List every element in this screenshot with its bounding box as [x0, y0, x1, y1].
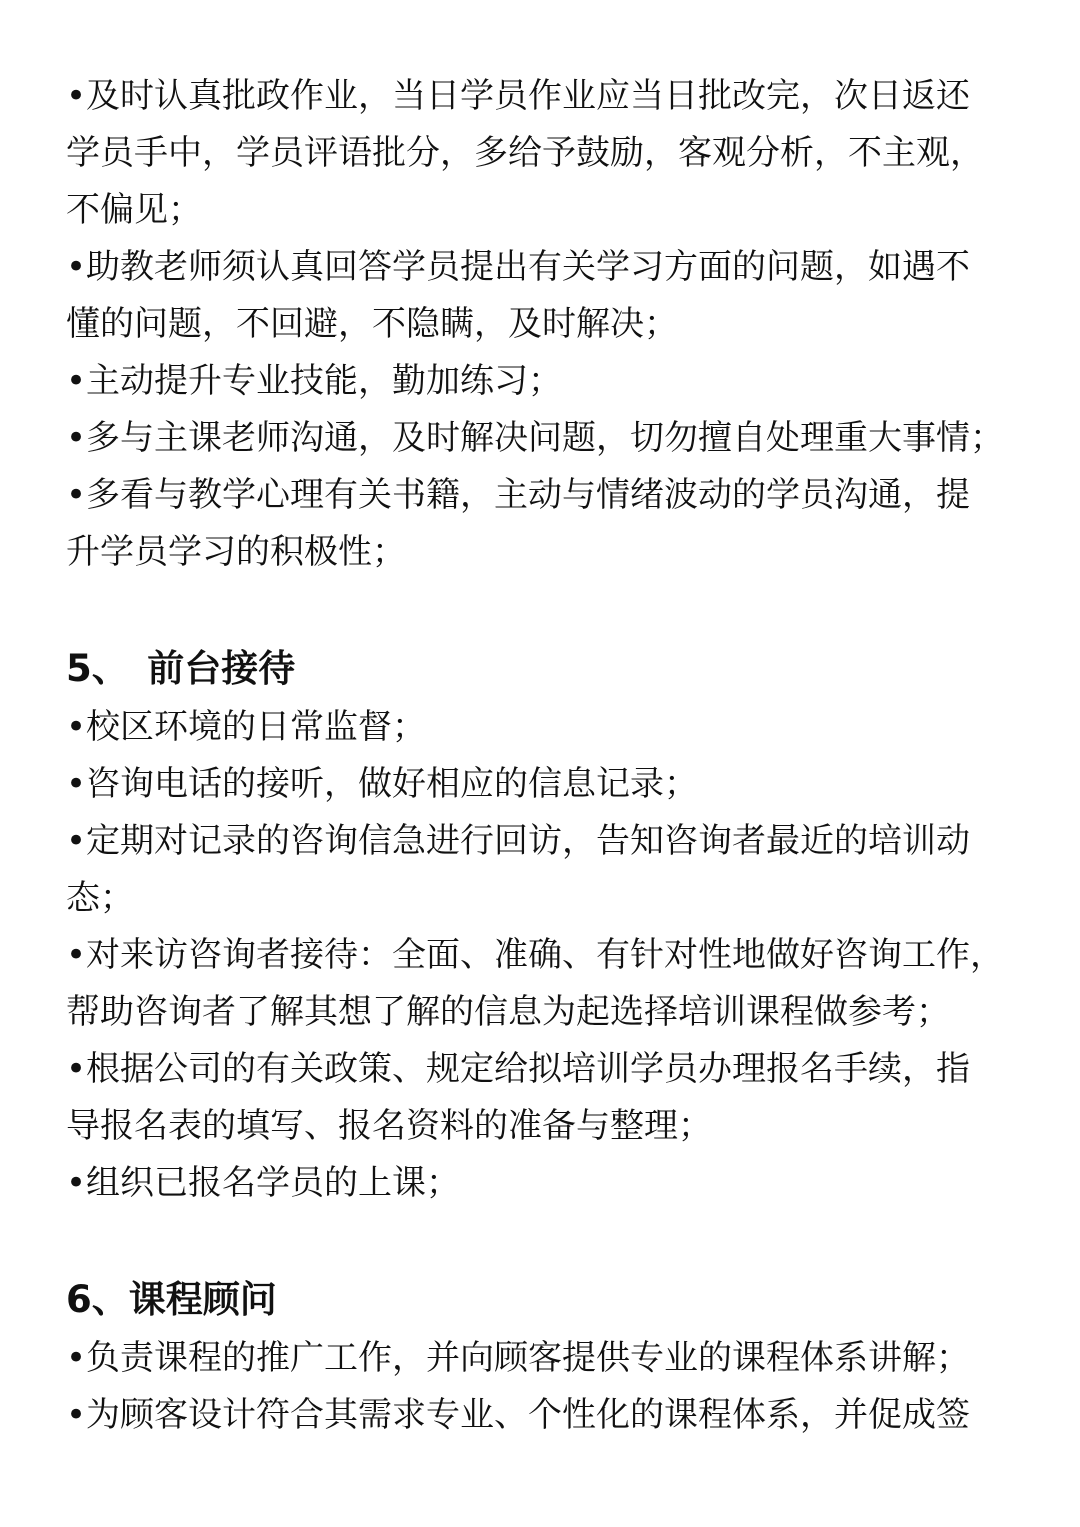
- text-line: •及时认真批政作业，当日学员作业应当日批改完，次日返还: [66, 76, 971, 116]
- text-line: 学员手中，学员评语批分，多给予鼓励，客观分析，不主观，: [66, 133, 984, 173]
- text-line: 升学员学习的积极性；: [66, 532, 406, 572]
- text-line: 懂的问题，不回避，不隐瞒，及时解决；: [66, 304, 678, 344]
- text-line: •校区环境的日常监督；: [66, 707, 427, 747]
- section-course-consultant: [66, 1270, 1020, 1444]
- text-line: •主动提升专业技能，勤加练习；: [66, 361, 563, 401]
- section-front-desk: [66, 639, 1020, 1212]
- text-line: •根据公司的有关政策、规定给拟培训学员办理报名手续，指: [66, 1049, 971, 1089]
- section-heading-course-consultant: 6、课程顾问: [66, 1278, 277, 1321]
- text-line: •定期对记录的咨询信急进行回访，告知咨询者最近的培训动: [66, 821, 971, 861]
- text-line: •组织已报名学员的上课；: [66, 1163, 461, 1203]
- text-line: 导报名表的填写、报名资料的准备与整理；: [66, 1106, 712, 1146]
- text-line: •咨询电话的接听，做好相应的信息记录；: [66, 764, 699, 804]
- text-line: •助教老师须认真回答学员提出有关学习方面的问题，如遇不: [66, 247, 971, 287]
- text-line: 帮助咨询者了解其想了解的信息为起选择培训课程做参考；: [66, 992, 950, 1032]
- text-line: •多看与教学心理有关书籍，主动与情绪波动的学员沟通，提: [66, 475, 971, 515]
- section-teaching-duties: [66, 68, 1020, 581]
- section-heading-front-desk: 5、 前台接待: [66, 647, 296, 690]
- text-line: 不偏见；: [66, 190, 202, 230]
- text-line: •负责课程的推广工作，并向顾客提供专业的课程体系讲解；: [66, 1338, 971, 1378]
- text-line: •对来访咨询者接待：全面、准确、有针对性地做好咨询工作，: [66, 935, 1005, 975]
- text-line: •多与主课老师沟通，及时解决问题，切勿擅自处理重大事情；: [66, 418, 1005, 458]
- text-line: 态；: [66, 878, 134, 918]
- text-line: •为顾客设计符合其需求专业、个性化的课程体系，并促成签: [66, 1395, 971, 1435]
